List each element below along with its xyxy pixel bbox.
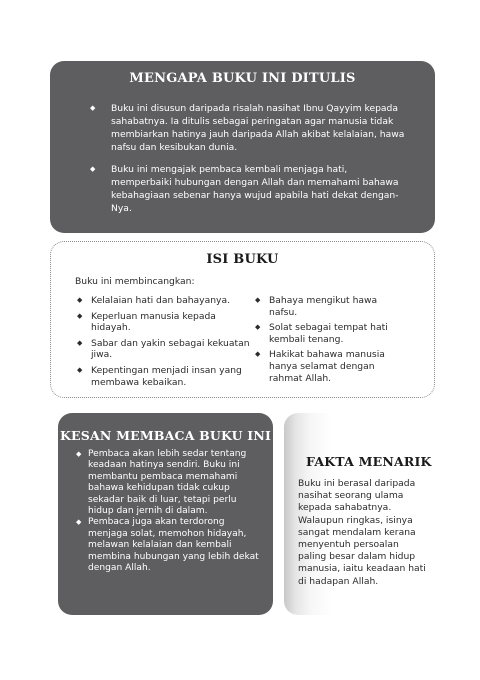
reading-impact-section	[58, 413, 273, 615]
list-item: ◆ Keperluan manusia kepada hidayah.	[77, 310, 216, 334]
interesting-fact-text: Buku ini berasal daripada nasihat seorang ulama kepada sahabatnya. Walaupun ringkas, isinya sangat mendalam kerana menyentuh persoalan paling besar dalam hidup manusia, iaitu keadaan hati di hadapan Allah.	[298, 478, 426, 587]
reading-impact-title: KESAN MEMBACA BUKU INI	[59, 428, 272, 443]
list-item: ◆ Bahaya mengikut hawa nafsu.	[255, 295, 378, 318]
why-written-title: MENGAPA BUKU INI DITULIS	[129, 71, 356, 86]
list-item: ◆ Kelalaian hati dan bahayanya.	[77, 295, 231, 306]
interesting-fact-title: FAKTA MENARIK	[306, 454, 432, 469]
book-contents-intro: Buku ini membincangkan:	[75, 276, 195, 287]
bullet-icon: ◆	[76, 450, 82, 458]
bullet-icon: ◆	[77, 311, 83, 320]
book-contents-left-list	[77, 295, 255, 392]
list-item: ◆ Solat sebagai tempat hati kembali tenang.	[255, 322, 388, 345]
why-written-section	[50, 61, 435, 233]
bullet-icon: ◆	[90, 104, 96, 112]
list-item: ◆ Hakikat bahawa manusia hanya selamat dengan rahmat Allah.	[255, 349, 385, 384]
reading-impact-list	[76, 449, 261, 574]
bullet-icon: ◆	[76, 518, 82, 527]
bullet-icon: ◆	[90, 165, 96, 173]
bullet-icon: ◆	[77, 296, 83, 304]
bullet-icon: ◆	[255, 350, 261, 359]
book-contents-title: ISI BUKU	[206, 252, 279, 267]
bullet-icon: ◆	[77, 365, 83, 374]
book-contents-columns	[77, 295, 434, 392]
list-item: ◆ Pembaca juga akan terdorong menjaga solat, memohon hidayah, melawan kelalaian dan kembali membina hubungan yang lebih dekat dengan Allah.	[76, 517, 259, 574]
why-written-list	[90, 102, 405, 215]
interesting-fact-section	[284, 413, 434, 615]
bullet-icon: ◆	[255, 323, 261, 332]
list-item: ◆ Pembaca akan lebih sedar tentang keadaan hatinya sendiri. Buku ini membantu pembaca memahami bahawa kehidupan tidak cukup sekadar baik di luar, tetapi perlu hidup dan jernih di dalam.	[76, 449, 247, 517]
book-contents-right-list	[255, 295, 405, 392]
bullet-icon: ◆	[255, 296, 261, 304]
bullet-icon: ◆	[77, 338, 83, 347]
list-item: ◆ Buku ini disusun daripada risalah nasihat Ibnu Qayyim kepada sahabatnya. Ia ditulis sebagai peringatan agar manusia tidak membiarkan hatinya jauh daripada Allah akibat kelalaian, hawa nafsu dan kesibukan dunia.	[90, 103, 405, 153]
list-item: ◆ Buku ini mengajak pembaca kembali menjaga hati, memperbaiki hubungan dengan Allah dan memahami bahawa kebahagiaan sebenar hanya wujud apabila hati dekat dengan-Nya.	[90, 164, 399, 214]
list-item: ◆ Sabar dan yakin sebagai kekuatan jiwa.	[77, 337, 250, 361]
book-contents-section	[50, 241, 435, 398]
list-item: ◆ Kepentingan menjadi insan yang membawa kebaikan.	[77, 364, 242, 388]
